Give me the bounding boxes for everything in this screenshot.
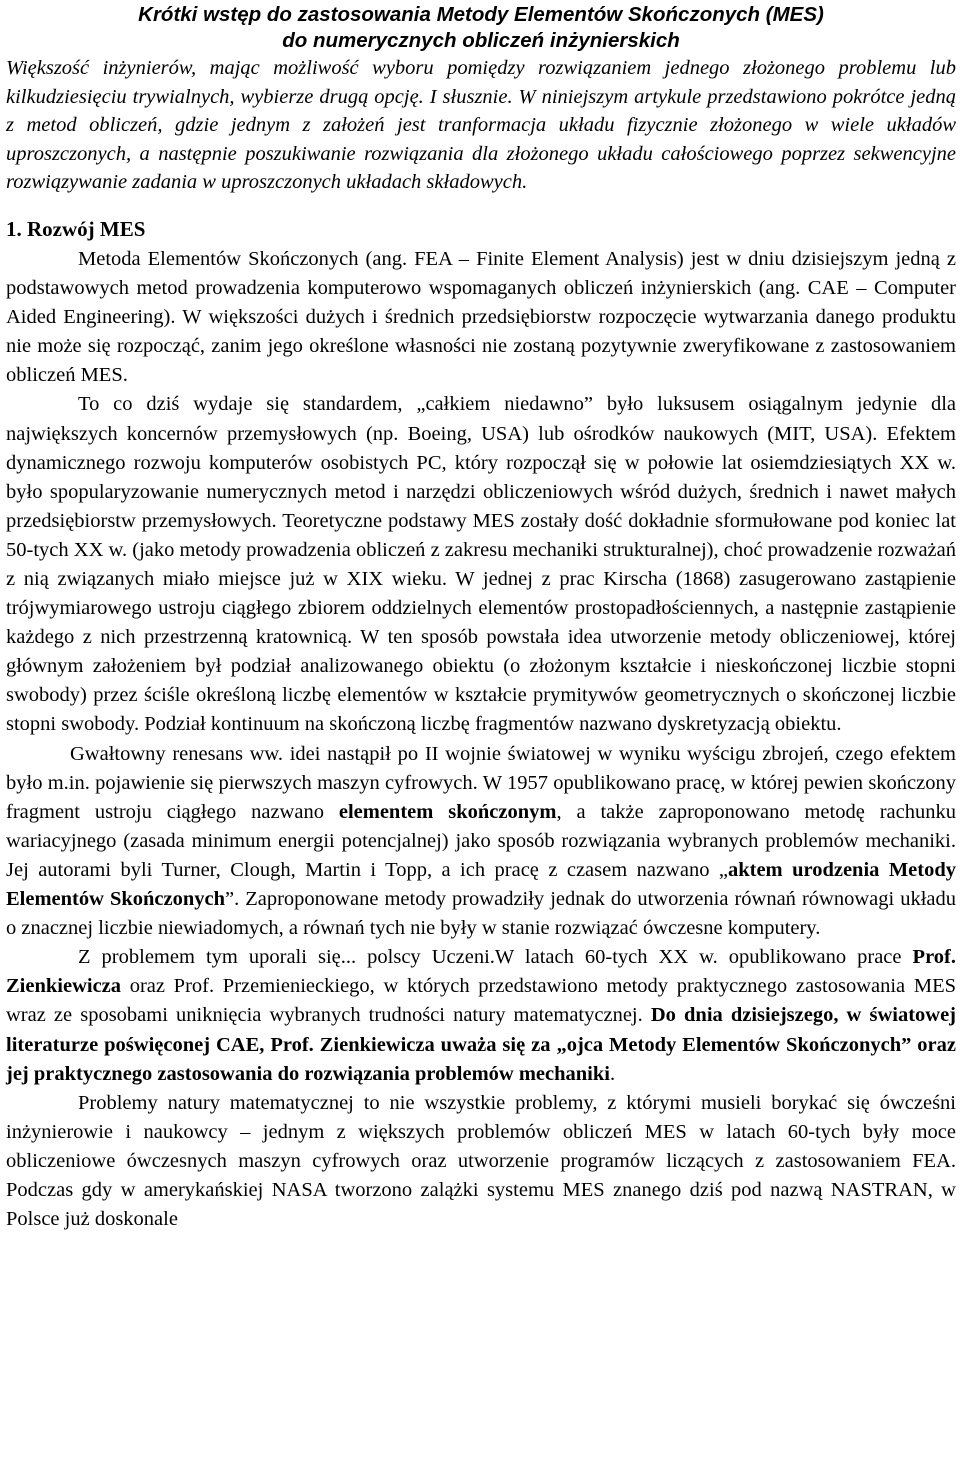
paragraph-4-bold-statement: Do dnia dzisiejszego, w światowej literaturze poświęconej CAE, Prof. Zienkiewicza uważa się za „ojca Metody Elementów Skończonych” oraz jej praktycznego zastosowania do rozwiązania problemów mechaniki (6, 1004, 956, 1085)
section-heading: 1. Rozwój MES (6, 216, 146, 241)
paragraph-4-text-a: Z problemem tym uporali się... polscy Uczeni.W latach 60-tych XX w. opublikowano prace (78, 946, 913, 969)
paragraph-3-text-a: Gwałtowny renesans ww. idei nastąpił po II wojnie światowej w wyniku wyścigu zbrojeń, czego efektem było m.in. pojawienie się pierwszych maszyn cyfrowych. W 1957 opublikowano pracę, w której pewien skończony fragment ustroju ciągłego nazwano (6, 742, 956, 823)
paragraph-4 (6, 943, 956, 1088)
paragraph-5: Problemy natury matematycznej to nie wszystkie problemy, z którymi musieli borykać się ówcześni inżynierowie i naukowcy – jednym z większych problemów obliczeń MES w latach 60-tych były moce obliczeniowe ówczesnych maszyn cyfrowych oraz utworzenie programów liczących z zastosowaniem FEA. Podczas gdy w amerykańskiej NASA tworzono zalążki systemu MES znanego dziś pod nazwą NASTRAN, w Polsce już doskonale (6, 1091, 956, 1231)
document-title-line2: do numerycznych obliczeń inżynierskich (282, 29, 680, 52)
document-title-line1: Krótki wstęp do zastosowania Metody Elementów Skończonych (MES) (138, 3, 824, 26)
paragraph-4-text-c: oraz Prof. Przemienieckiego, w których przedstawiono metody praktycznego zastosowania MES wraz ze sposobami uniknięcia wybranych trudności natury matematycznej. (6, 975, 956, 1027)
paragraph-4-text-e: . (609, 1062, 616, 1085)
paragraph-1: Metoda Elementów Skończonych (ang. FEA – Finite Element Analysis) jest w dniu dzisiejszym jedną z podstawowych metod prowadzenia komputerowo wspomaganych obliczeń inżynierskich (ang. CAE – Computer Aided Engineering). W większości dużych i średnich przedsiębiorstw rozpoczęcie wytwarzania danego produktu nie może się rozpocząć, zanim jego określone własności nie zostaną pozytywnie zweryfikowane z zastosowaniem obliczeń MES. (6, 247, 956, 387)
paragraph-3-text-e: ”. Zaproponowane metody prowadziły jednak do utworzenia równań równowagi układu o znacznej liczbie niewiadomych, a równań tych nie były w stanie rozwiązać ówczesne komputery. (6, 888, 956, 940)
paragraph-3-bold-phrase: aktem urodzenia Metody Elementów Skończonych (6, 858, 956, 911)
section-body (6, 245, 956, 1234)
paragraph-3-bold-term: elementem skończonym (338, 800, 557, 823)
paragraph-4-bold-name: Prof. Zienkiewicza (6, 946, 956, 998)
paragraph-2: To co dziś wydaje się standardem, „całkiem niedawno” było luksusem osiągalnym jedynie dla największych koncernów przemysłowych (np. Boeing, USA) lub ośrodków naukowych (MIT, USA). Efektem dynamicznego rozwoju komputerów osobistych PC, który rozpoczął się w połowie lat osiemdziesiątych XX w. było spopularyzowanie numerycznych metod i narzędzi obliczeniowych wśród dużych, średnich i nawet małych przedsiębiorstw przemysłowych. Teoretyczne podstawy MES zostały dość dokładnie sformułowane pod koniec lat 50-tych XX w. (jako metody prowadzenia obliczeń z zakresu mechaniki strukturalnej), choć prowadzenie rozważań z nią związanych miało miejsce już w XIX wieku. W jednej z prac Kirscha (1868) zasugerowano zastąpienie trójwymiarowego ustroju ciągłego zbiorem oddzielnych elementów prostopadłościennych, a następnie zastąpienie każdego z nich przestrzenną kratownicą. W ten sposób powstała idea utworzenie metody obliczeniowej, której głównym założeniem był podział analizowanego obiektu (o złożonym kształcie i nieskończonej liczbie stopni swobody) przez ściśle określoną liczbę elementów w kształcie prymitywów geometrycznych o skończonej liczbie stopni swobody. Podział kontinuum na skończoną liczbę fragmentów nazwano dyskretyzacją obiektu. (6, 393, 956, 736)
intro-paragraph: Większość inżynierów, mając możliwość wyboru pomiędzy rozwiązaniem jednego złożonego problemu lub kilkudziesięciu trywialnych, wybierze drugą opcję. I słusznie. W niniejszym artykule przedstawiono pokrótce jedną z metod obliczeń, gdzie jednym z założeń jest tranformacja układu fizycznie złożonego w wiele układów uproszczonych, a następnie poszukiwanie rozwiązania dla złożonego układu całościowego poprzez sekwencyjne rozwiązywanie zadania w uproszczonych układach składowych. (6, 57, 956, 194)
paragraph-3-text-c: , a także zaproponowano metodę rachunku wariacyjnego (zasada minimum energii potencjalnej) jako sposób rozwiązania wybranych problemów mechaniki. Jej autorami byli Turner, Clough, Martin i Topp, a ich pracę z czasem nazwano „ (6, 800, 956, 881)
paragraph-3 (6, 740, 956, 944)
title-block (6, 0, 956, 54)
